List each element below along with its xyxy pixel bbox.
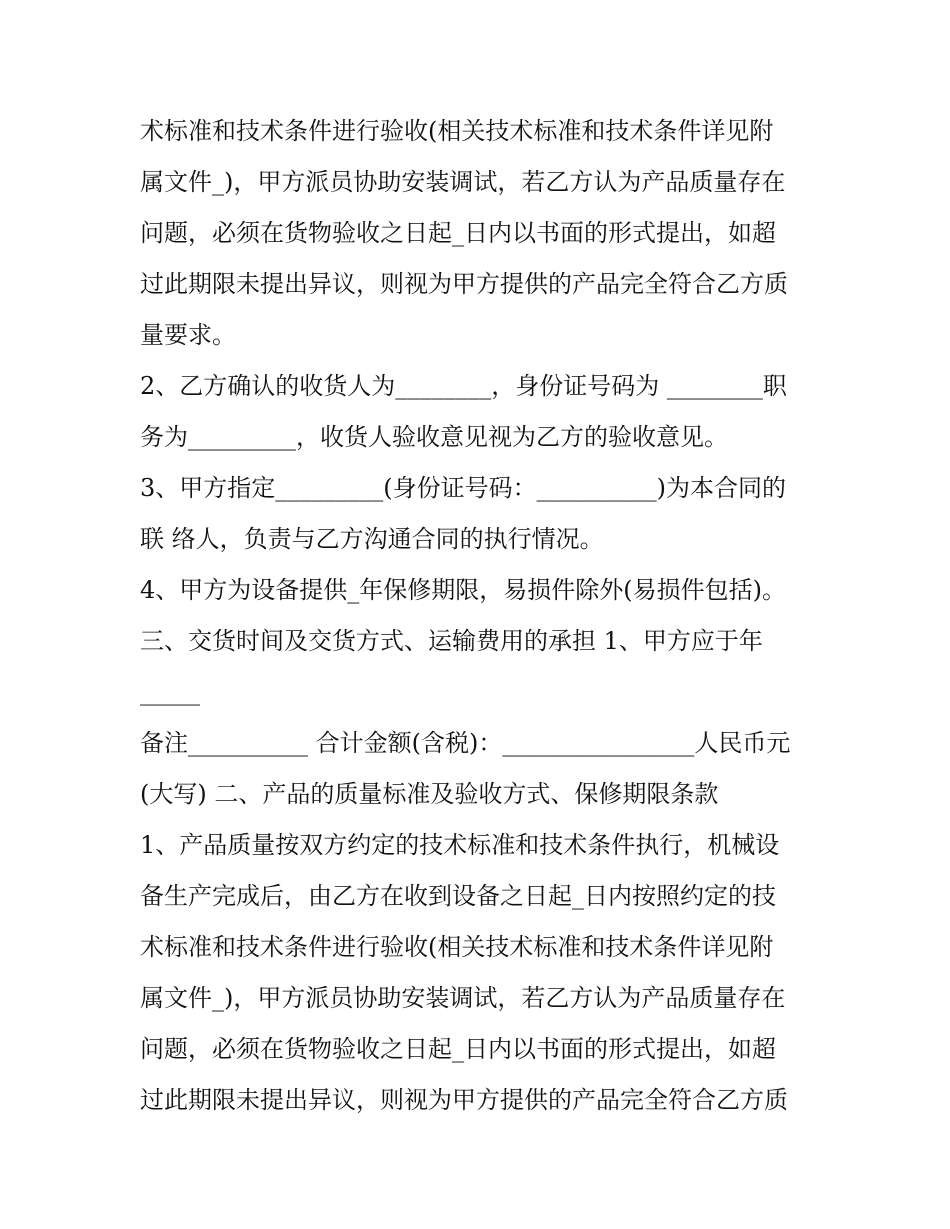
text-line: 务为_________，收货人验收意见视为乙方的验收意见。 — [140, 423, 728, 451]
text-line: 术标准和技术条件进行验收(相关技术标准和技术条件详见附 — [140, 117, 774, 145]
text-line: _____ — [140, 678, 200, 706]
text-line: 三、交货时间及交货方式、运输费用的承担 1、甲方应于年 — [140, 627, 763, 655]
text-line: 2、乙方确认的收货人为________，身份证号码为 ________职 — [140, 372, 787, 400]
text-line: 问题，必须在货物验收之日起_日内以书面的形式提出，如超 — [140, 219, 776, 247]
text-line: 属文件_)，甲方派员协助安装调试，若乙方认为产品质量存在 — [140, 168, 786, 196]
text-line: 备生产完成后，由乙方在收到设备之日起_日内按照约定的技 — [140, 882, 776, 910]
text-line: 问题，必须在货物验收之日起_日内以书面的形式提出，如超 — [140, 1035, 776, 1063]
text-line: 属文件_)，甲方派员协助安装调试，若乙方认为产品质量存在 — [140, 984, 786, 1012]
text-line: 过此期限未提出异议，则视为甲方提供的产品完全符合乙方质 — [140, 1086, 788, 1114]
text-line: 1、产品质量按双方约定的技术标准和技术条件执行，机械设 — [140, 831, 780, 859]
text-line: 3、甲方指定_________(身份证号码：__________)为本合同的 — [140, 474, 786, 502]
text-line: (大写) 二、产品的质量标准及验收方式、保修期限条款 — [140, 780, 719, 808]
text-line: 备注__________ 合计金额(含税)：________________人民币元 — [140, 729, 791, 757]
text-line: 4、甲方为设备提供_年保修期限，易损件除外(易损件包括)。 — [140, 576, 786, 604]
text-line: 联 络人，负责与乙方沟通合同的执行情况。 — [140, 525, 604, 553]
contract-text — [140, 106, 830, 1126]
text-line: 量要求。 — [140, 321, 236, 349]
text-line: 过此期限未提出异议，则视为甲方提供的产品完全符合乙方质 — [140, 270, 788, 298]
text-line: 术标准和技术条件进行验收(相关技术标准和技术条件详见附 — [140, 933, 774, 961]
